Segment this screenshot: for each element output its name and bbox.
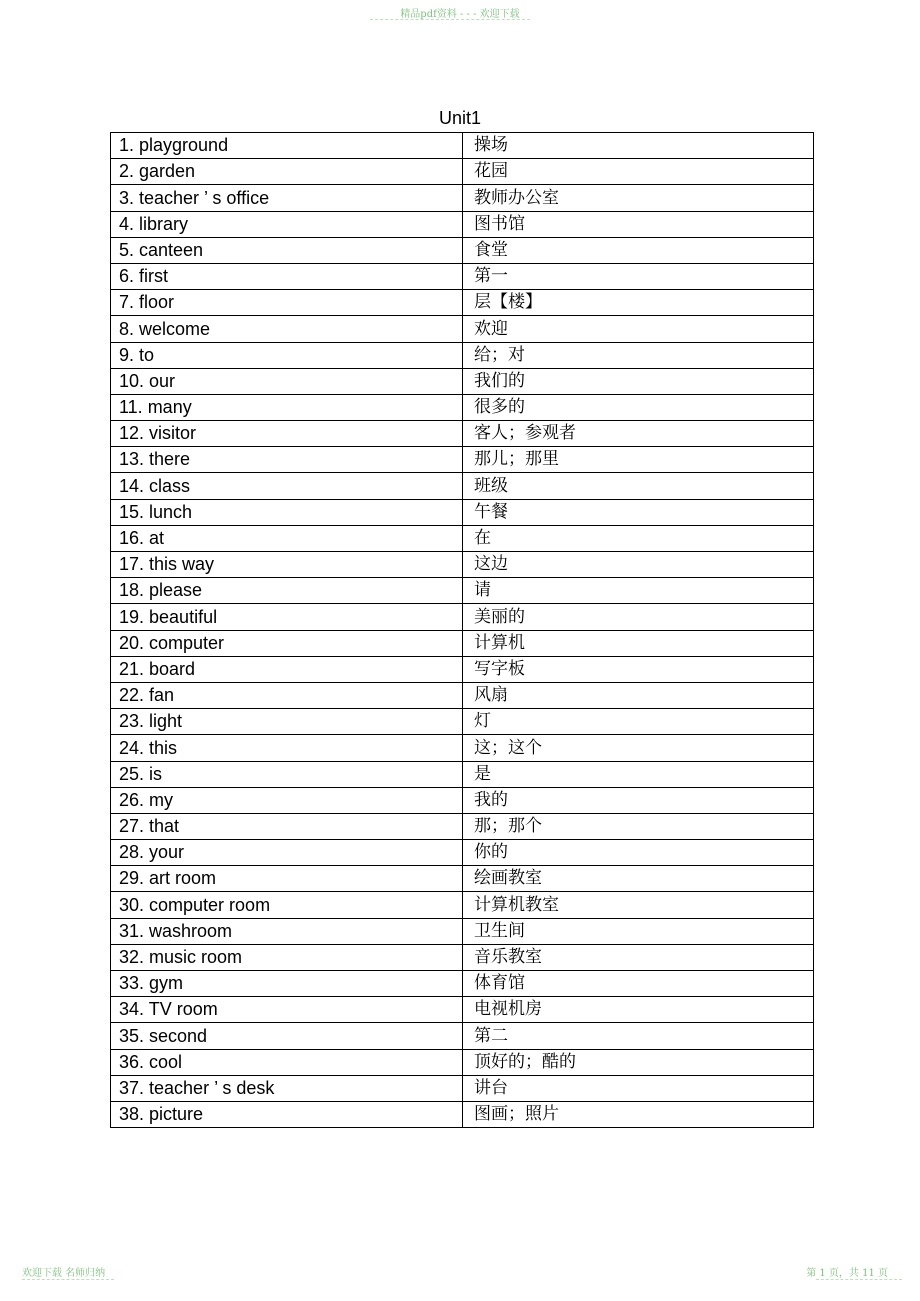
english-word-cell: 16. at: [111, 525, 463, 551]
chinese-meaning-cell: 灯: [463, 709, 814, 735]
table-row: [111, 892, 814, 918]
english-word-cell: 37. teacher ’ s desk: [111, 1075, 463, 1101]
chinese-meaning-cell: 风扇: [463, 682, 814, 708]
footer-left-watermark: 欢迎下载 名师归纳: [22, 1268, 106, 1279]
table-row: [111, 735, 814, 761]
chinese-meaning-cell: 我的: [463, 787, 814, 813]
english-word-cell: 20. computer: [111, 630, 463, 656]
english-word-cell: 35. second: [111, 1023, 463, 1049]
english-word-cell: 28. your: [111, 840, 463, 866]
chinese-meaning-cell: 是: [463, 761, 814, 787]
english-word-cell: 31. washroom: [111, 918, 463, 944]
table-row: [111, 447, 814, 473]
chinese-meaning-cell: 顶好的；酷的: [463, 1049, 814, 1075]
chinese-meaning-cell: 客人；参观者: [463, 421, 814, 447]
table-row: [111, 813, 814, 839]
chinese-meaning-cell: 你的: [463, 840, 814, 866]
english-word-cell: 7. floor: [111, 290, 463, 316]
chinese-meaning-cell: 操场: [463, 133, 814, 159]
table-row: [111, 1075, 814, 1101]
chinese-meaning-cell: 绘画教室: [463, 866, 814, 892]
chinese-meaning-cell: 这；这个: [463, 735, 814, 761]
chinese-meaning-cell: 电视机房: [463, 997, 814, 1023]
chinese-meaning-cell: 计算机: [463, 630, 814, 656]
table-row: [111, 499, 814, 525]
table-row: [111, 211, 814, 237]
table-row: [111, 263, 814, 289]
chinese-meaning-cell: 请: [463, 578, 814, 604]
table-row: [111, 552, 814, 578]
table-row: [111, 918, 814, 944]
table-row: [111, 840, 814, 866]
table-row: [111, 159, 814, 185]
english-word-cell: 21. board: [111, 656, 463, 682]
chinese-meaning-cell: 那儿；那里: [463, 447, 814, 473]
table-row: [111, 630, 814, 656]
english-word-cell: 30. computer room: [111, 892, 463, 918]
chinese-meaning-cell: 写字板: [463, 656, 814, 682]
english-word-cell: 14. class: [111, 473, 463, 499]
table-row: [111, 971, 814, 997]
table-row: [111, 604, 814, 630]
chinese-meaning-cell: 体育馆: [463, 971, 814, 997]
table-row: [111, 709, 814, 735]
table-row: [111, 133, 814, 159]
english-word-cell: 18. please: [111, 578, 463, 604]
table-row: [111, 787, 814, 813]
chinese-meaning-cell: 第一: [463, 263, 814, 289]
chinese-meaning-cell: 这边: [463, 552, 814, 578]
page-title: Unit1: [438, 108, 482, 128]
table-row: [111, 525, 814, 551]
english-word-cell: 8. welcome: [111, 316, 463, 342]
table-row: [111, 1023, 814, 1049]
english-word-cell: 12. visitor: [111, 421, 463, 447]
english-word-cell: 11. many: [111, 394, 463, 420]
table-row: [111, 421, 814, 447]
table-row: [111, 656, 814, 682]
english-word-cell: 24. this: [111, 735, 463, 761]
chinese-meaning-cell: 在: [463, 525, 814, 551]
chinese-meaning-cell: 教师办公室: [463, 185, 814, 211]
table-row: [111, 944, 814, 970]
chinese-meaning-cell: 第二: [463, 1023, 814, 1049]
table-row: [111, 578, 814, 604]
table-row: [111, 316, 814, 342]
english-word-cell: 19. beautiful: [111, 604, 463, 630]
chinese-meaning-cell: 食堂: [463, 237, 814, 263]
chinese-meaning-cell: 美丽的: [463, 604, 814, 630]
english-word-cell: 29. art room: [111, 866, 463, 892]
table-row: [111, 290, 814, 316]
chinese-meaning-cell: 很多的: [463, 394, 814, 420]
english-word-cell: 38. picture: [111, 1101, 463, 1127]
english-word-cell: 33. gym: [111, 971, 463, 997]
chinese-meaning-cell: 花园: [463, 159, 814, 185]
english-word-cell: 1. playground: [111, 133, 463, 159]
english-word-cell: 10. our: [111, 368, 463, 394]
table-row: [111, 185, 814, 211]
table-row: [111, 1101, 814, 1127]
english-word-cell: 36. cool: [111, 1049, 463, 1075]
english-word-cell: 6. first: [111, 263, 463, 289]
chinese-meaning-cell: 那；那个: [463, 813, 814, 839]
chinese-meaning-cell: 音乐教室: [463, 944, 814, 970]
table-row: [111, 473, 814, 499]
english-word-cell: 5. canteen: [111, 237, 463, 263]
chinese-meaning-cell: 层【楼】: [463, 290, 814, 316]
english-word-cell: 34. TV room: [111, 997, 463, 1023]
page-number: 第 1 页，共 11 页: [806, 1268, 888, 1279]
header-watermark: 精品pdf资料 - - - 欢迎下载: [400, 9, 520, 20]
chinese-meaning-cell: 给；对: [463, 342, 814, 368]
table-row: [111, 394, 814, 420]
chinese-meaning-cell: 计算机教室: [463, 892, 814, 918]
english-word-cell: 2. garden: [111, 159, 463, 185]
footer-left-divider: [22, 1279, 114, 1280]
english-word-cell: 17. this way: [111, 552, 463, 578]
chinese-meaning-cell: 我们的: [463, 368, 814, 394]
english-word-cell: 22. fan: [111, 682, 463, 708]
table-row: [111, 761, 814, 787]
footer-right-divider: [816, 1279, 902, 1280]
chinese-meaning-cell: 班级: [463, 473, 814, 499]
english-word-cell: 26. my: [111, 787, 463, 813]
chinese-meaning-cell: 卫生间: [463, 918, 814, 944]
english-word-cell: 9. to: [111, 342, 463, 368]
english-word-cell: 15. lunch: [111, 499, 463, 525]
table-row: [111, 997, 814, 1023]
english-word-cell: 32. music room: [111, 944, 463, 970]
english-word-cell: 4. library: [111, 211, 463, 237]
chinese-meaning-cell: 午餐: [463, 499, 814, 525]
chinese-meaning-cell: 图书馆: [463, 211, 814, 237]
table-row: [111, 866, 814, 892]
chinese-meaning-cell: 欢迎: [463, 316, 814, 342]
table-row: [111, 1049, 814, 1075]
english-word-cell: 23. light: [111, 709, 463, 735]
table-row: [111, 682, 814, 708]
table-row: [111, 368, 814, 394]
english-word-cell: 13. there: [111, 447, 463, 473]
chinese-meaning-cell: 图画；照片: [463, 1101, 814, 1127]
english-word-cell: 25. is: [111, 761, 463, 787]
table-row: [111, 237, 814, 263]
chinese-meaning-cell: 讲台: [463, 1075, 814, 1101]
header-divider: [370, 19, 530, 20]
table-row: [111, 342, 814, 368]
vocabulary-table: [110, 132, 814, 1128]
english-word-cell: 27. that: [111, 813, 463, 839]
english-word-cell: 3. teacher ’ s office: [111, 185, 463, 211]
